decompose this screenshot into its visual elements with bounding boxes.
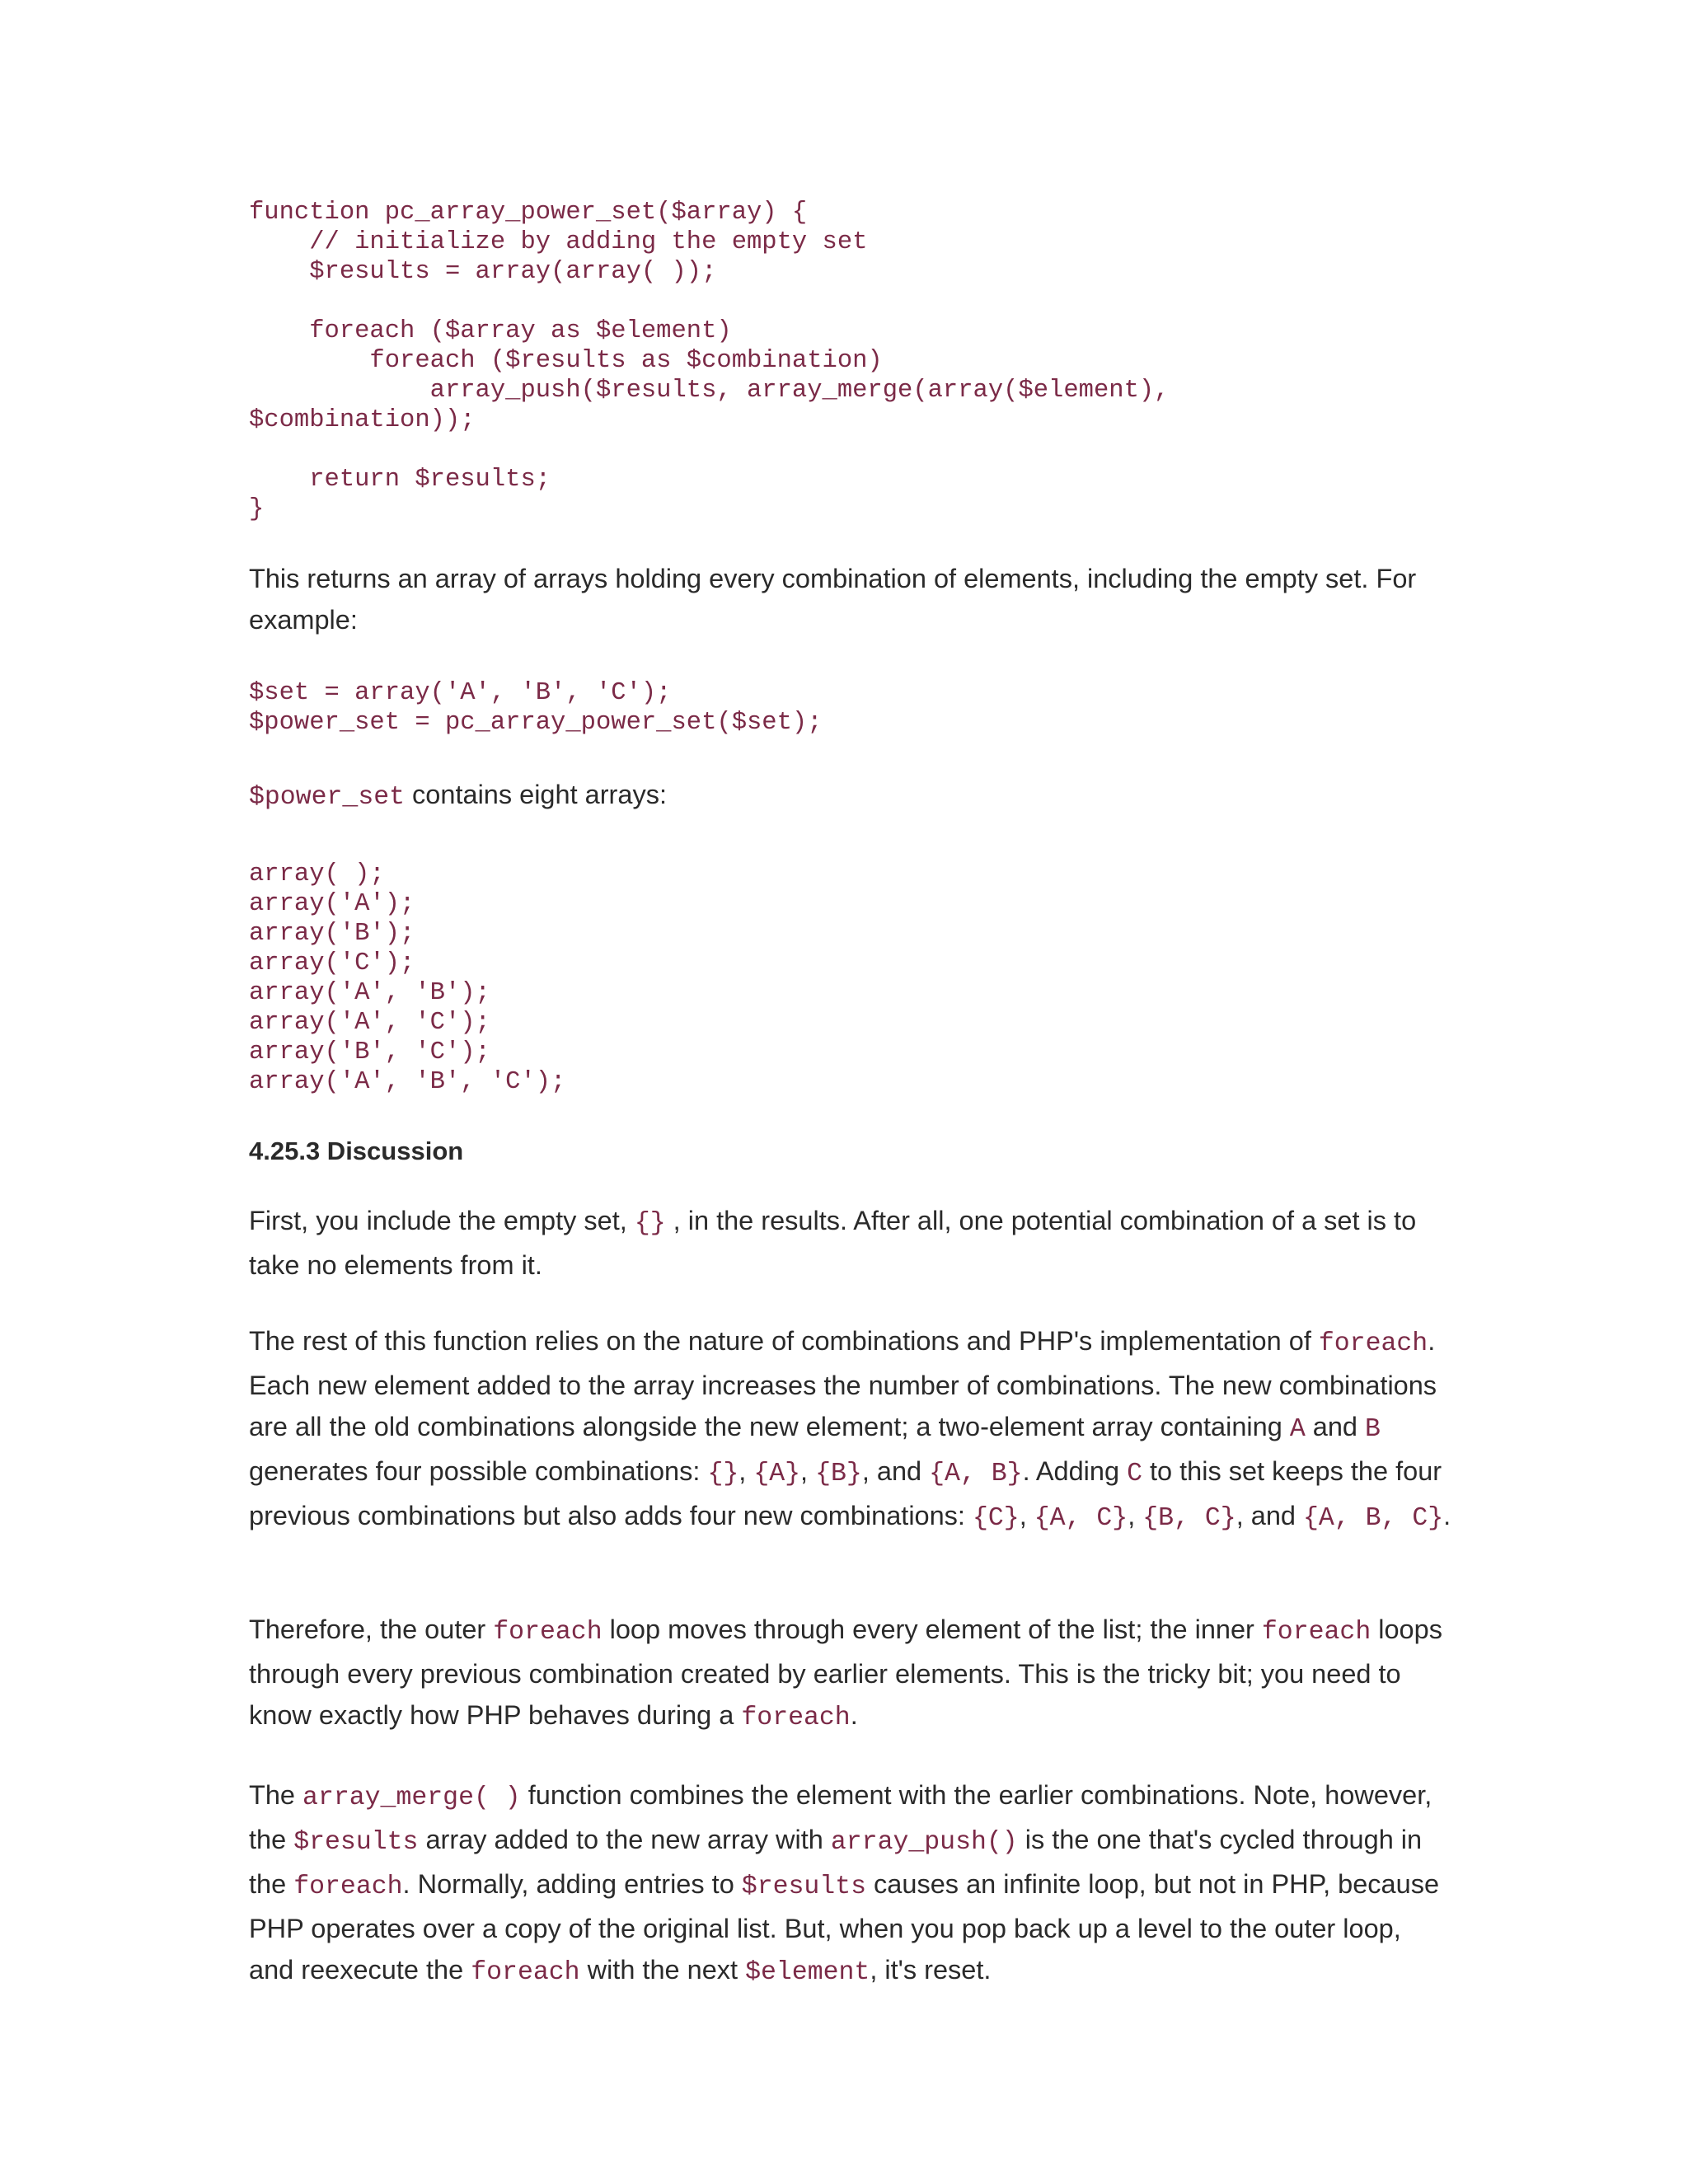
inline-code: $results — [293, 1828, 419, 1857]
paragraph-text: . Adding — [1022, 1456, 1128, 1486]
paragraph-text: , — [800, 1456, 816, 1486]
inline-code: A — [1289, 1415, 1306, 1444]
paragraph-text: , and — [1236, 1501, 1304, 1530]
paragraph-outer-inner-loop — [249, 1609, 1452, 1739]
paragraph-text: First, you include the empty set, — [249, 1206, 635, 1235]
inline-code: {A, B} — [929, 1460, 1023, 1488]
paragraph-returns-description: This returns an array of arrays holding every combination of elements, including the empty set. For example: — [249, 564, 1417, 635]
paragraph-text: Therefore, the outer — [249, 1615, 494, 1644]
paragraph-text: generates four possible combinations: — [249, 1456, 708, 1486]
paragraph-text: causes an infinite loop, but not in PHP, because PHP operates over a copy of the original list. But, when you pop back up a level to the outer loop, and reexecute the — [249, 1869, 1440, 1985]
paragraph-text: is the one that's cycled through in the — [249, 1825, 1423, 1899]
inline-code: {A} — [753, 1460, 801, 1488]
section-heading-discussion: 4.25.3 Discussion — [249, 1137, 464, 1165]
paragraph-text: and — [1305, 1412, 1366, 1441]
paragraph-text: The rest of this function relies on the nature of combinations and PHP's implementation of — [249, 1326, 1319, 1356]
inline-code: {B} — [815, 1460, 862, 1488]
inline-code: {C} — [973, 1504, 1020, 1533]
paragraph-text: contains eight arrays: — [405, 780, 667, 809]
inline-code: {A, C} — [1034, 1504, 1128, 1533]
code-block-example-usage: $set = array('A', 'B', 'C'); $power_set = pc_array_power_set($set); — [249, 679, 823, 737]
inline-code: $results — [741, 1872, 867, 1901]
code-block-power-set-function: function pc_array_power_set($array) { // initialize by adding the empty set $results = array(array( )); foreach ($array as $element) foreach ($results as $combination) array_push($results, array_merge(array($element), $combination)); return $results; } — [249, 199, 1170, 523]
paragraph-text: , — [1019, 1501, 1034, 1530]
paragraph-text: with the next — [579, 1955, 746, 1985]
paragraph-text: , — [1128, 1501, 1143, 1530]
inline-code: foreach — [293, 1872, 403, 1901]
paragraph-text: , it's reset. — [870, 1955, 992, 1985]
paragraph-text: . Each new element added to the array increases the number of combinations. The new combinations are all the old combinations alongside the new element; a two-element array containing — [249, 1326, 1437, 1441]
paragraph-text: . — [1443, 1501, 1451, 1530]
inline-code: {} — [707, 1460, 739, 1488]
paragraph-text: function combines the element with the earlier combinations. Note, however, the — [249, 1780, 1432, 1854]
paragraph-combinations — [249, 1320, 1452, 1540]
inline-code: foreach — [1318, 1329, 1428, 1358]
paragraph-text: to this set keeps the four previous combinations but also adds four new combinations: — [249, 1456, 1442, 1530]
paragraph-text: The — [249, 1780, 303, 1810]
paragraph-text: . Normally, adding entries to — [402, 1869, 742, 1899]
inline-code: foreach — [1261, 1618, 1372, 1647]
inline-code: $power_set — [249, 783, 406, 812]
inline-code: $element — [745, 1958, 870, 1987]
paragraph-empty-set — [249, 1200, 1452, 1286]
inline-code: foreach — [741, 1704, 851, 1732]
paragraph-power-set-contains — [249, 774, 1452, 818]
inline-code: foreach — [471, 1958, 580, 1987]
inline-code: C — [1127, 1460, 1142, 1488]
inline-code: {A, B, C} — [1303, 1504, 1444, 1533]
paragraph-text: array added to the new array with — [418, 1825, 831, 1854]
inline-code: B — [1365, 1415, 1381, 1444]
inline-code: array_push() — [830, 1828, 1018, 1857]
paragraph-text: loop moves through every element of the list; the inner — [602, 1615, 1262, 1644]
inline-code: array_merge( ) — [302, 1783, 521, 1812]
inline-code: foreach — [493, 1618, 603, 1647]
paragraph-array-merge — [249, 1774, 1452, 1994]
paragraph-text: , in the results. After all, one potential combination of a set is to take no elements from it. — [249, 1206, 1417, 1280]
paragraph-text: loops through every previous combination created by earlier elements. This is the tricky bit; you need to know exactly how PHP behaves during a — [249, 1615, 1442, 1730]
paragraph-text: , — [738, 1456, 754, 1486]
inline-code: {B, C} — [1142, 1504, 1236, 1533]
inline-code: {} — [634, 1209, 666, 1238]
paragraph-text: . — [850, 1700, 858, 1730]
paragraph-text: , and — [861, 1456, 930, 1486]
code-block-eight-arrays: array( ); array('A'); array('B'); array('C'); array('A', 'B'); array('A', 'C'); array('B', 'C'); array('A', 'B', 'C'); — [249, 860, 566, 1096]
